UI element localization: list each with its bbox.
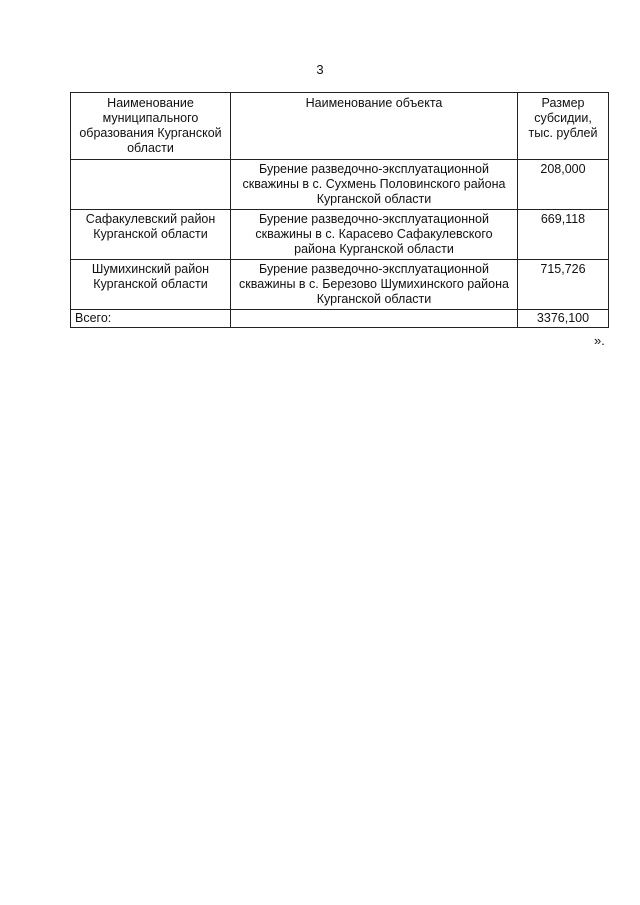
cell-municipality: Сафакулевский район Курганской области bbox=[71, 210, 231, 260]
cell-object: Бурение разведочно-эксплуатационной скважины в с. Березово Шумихинского района Курганской области bbox=[231, 260, 518, 310]
table-row bbox=[71, 160, 609, 210]
header-amount: Размер субсидии, тыс. рублей bbox=[518, 93, 609, 160]
table-row bbox=[71, 210, 609, 260]
cell-amount: 208,000 bbox=[518, 160, 609, 210]
page-number: 3 bbox=[316, 62, 324, 77]
table-row bbox=[71, 260, 609, 310]
header-object: Наименование объекта bbox=[231, 93, 518, 160]
header-municipality: Наименование муниципального образования Курганской области bbox=[71, 93, 231, 160]
closing-quote-mark: ». bbox=[594, 333, 605, 348]
table-header-row bbox=[71, 93, 609, 160]
total-object-cell bbox=[231, 310, 518, 328]
cell-amount: 669,118 bbox=[518, 210, 609, 260]
total-label: Всего: bbox=[71, 310, 231, 328]
cell-object: Бурение разведочно-эксплуатационной скважины в с. Карасево Сафакулевского района Курганской области bbox=[231, 210, 518, 260]
cell-municipality bbox=[71, 160, 231, 210]
total-row bbox=[71, 310, 609, 328]
cell-amount: 715,726 bbox=[518, 260, 609, 310]
cell-object: Бурение разведочно-эксплуатационной скважины в с. Сухмень Половинского района Курганской области bbox=[231, 160, 518, 210]
subsidy-table bbox=[70, 92, 609, 328]
total-amount: 3376,100 bbox=[518, 310, 609, 328]
cell-municipality: Шумихинский район Курганской области bbox=[71, 260, 231, 310]
